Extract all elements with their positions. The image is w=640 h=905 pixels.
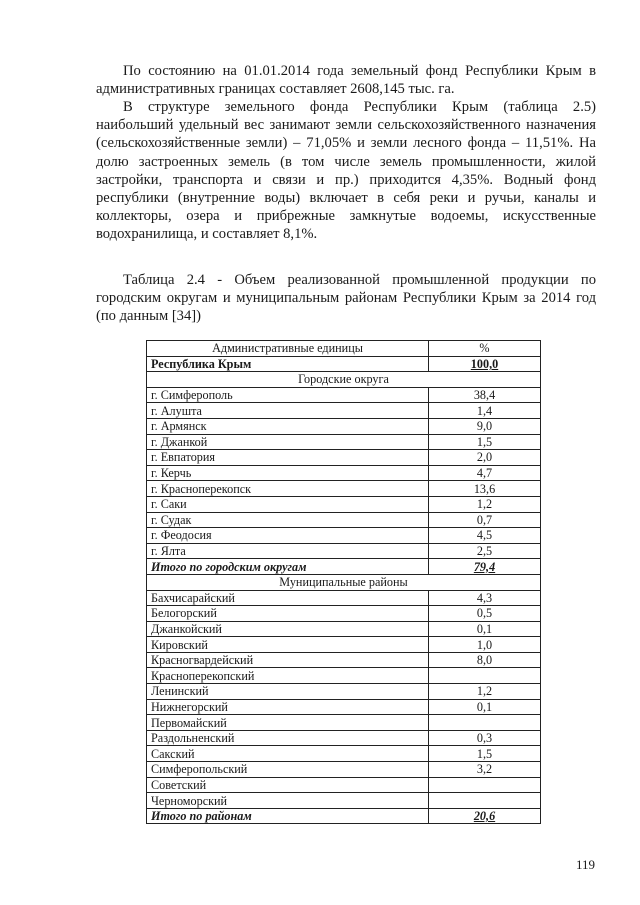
city-total-value: 79,4 [429, 559, 541, 575]
paragraph-land-fund: По состоянию на 01.01.2014 года земельный фонд Республики Крым в административных границах составляет 2608,145 тыс. га. [96, 63, 596, 98]
row-value: 8,0 [429, 652, 541, 668]
table-row [147, 637, 541, 653]
table-row [147, 684, 541, 700]
row-name: г. Евпатория [147, 450, 429, 466]
row-name: Белогорский [147, 606, 429, 622]
table-caption: Таблица 2.4 - Объем реализованной промышленной продукции по городским округам и муниципальным районам Республики Крым за 2014 год (по данным [34]) [96, 272, 596, 325]
row-value: 13,6 [429, 481, 541, 497]
row-value: 1,2 [429, 684, 541, 700]
table-row [147, 496, 541, 512]
republic-name: Республика Крым [147, 356, 429, 372]
table-row [147, 590, 541, 606]
row-value: 4,7 [429, 465, 541, 481]
row-name: г. Саки [147, 496, 429, 512]
header-percent: % [429, 341, 541, 357]
row-name: Джанкойский [147, 621, 429, 637]
row-name: г. Ялта [147, 543, 429, 559]
row-value: 1,5 [429, 746, 541, 762]
row-value: 0,7 [429, 512, 541, 528]
row-name: Черноморский [147, 793, 429, 809]
city-rows [147, 387, 541, 559]
row-value [429, 668, 541, 684]
row-value: 1,5 [429, 434, 541, 450]
row-name: г. Алушта [147, 403, 429, 419]
row-value [429, 777, 541, 793]
row-name: г. Джанкой [147, 434, 429, 450]
row-value: 9,0 [429, 418, 541, 434]
row-value: 2,5 [429, 543, 541, 559]
republic-value: 100,0 [429, 356, 541, 372]
table-row [147, 606, 541, 622]
row-name: Сакский [147, 746, 429, 762]
district-rows [147, 590, 541, 808]
row-value: 2,0 [429, 450, 541, 466]
table-row [147, 403, 541, 419]
page-number: 119 [576, 857, 596, 872]
row-value: 4,5 [429, 528, 541, 544]
table-row [147, 387, 541, 403]
row-value: 38,4 [429, 387, 541, 403]
table-row [147, 715, 541, 731]
row-name: г. Керчь [147, 465, 429, 481]
table-row [147, 621, 541, 637]
row-value: 0,1 [429, 621, 541, 637]
table-row [147, 450, 541, 466]
row-value: 1,4 [429, 403, 541, 419]
row-value: 1,0 [429, 637, 541, 653]
row-value: 1,2 [429, 496, 541, 512]
district-total-row [147, 808, 541, 824]
table-row [147, 699, 541, 715]
row-name: г. Симферополь [147, 387, 429, 403]
industrial-output-table [146, 340, 541, 824]
table-row [147, 668, 541, 684]
row-name: г. Красноперекопск [147, 481, 429, 497]
row-name: Симферопольский [147, 762, 429, 778]
row-name: Красноперекопский [147, 668, 429, 684]
row-name: Красногвардейский [147, 652, 429, 668]
table-row [147, 793, 541, 809]
row-name: Кировский [147, 637, 429, 653]
header-units: Административные единицы [147, 341, 429, 357]
row-name: г. Судак [147, 512, 429, 528]
table-row [147, 543, 541, 559]
row-name: Ленинский [147, 684, 429, 700]
paragraph-land-structure: В структуре земельного фонда Республики Крым (таблица 2.5) наибольший удельный вес занимают земли сельскохозяйственного назначения (сельскохозяйственные земли) – 71,05% и земли лесного фонда – 11,51%. На долю застроенных земель (в том числе земель промышленности, жилой застройки, транспорта и связи и пр.) приходится 4,35%. Водный фонд республики (внутренние воды) включает в себя реки и ручьи, каналы и коллекторы, озера и прибрежные замкнутые водоемы, искусственные водохранилища, и составляет 8,1%. [96, 99, 596, 243]
table-row [147, 762, 541, 778]
table-row [147, 652, 541, 668]
row-value: 0,5 [429, 606, 541, 622]
table-row [147, 418, 541, 434]
row-name: г. Феодосия [147, 528, 429, 544]
city-total-row [147, 559, 541, 575]
row-value: 0,1 [429, 699, 541, 715]
republic-row [147, 356, 541, 372]
district-total-value: 20,6 [429, 808, 541, 824]
table-row [147, 512, 541, 528]
row-value [429, 793, 541, 809]
table-row [147, 481, 541, 497]
table-header-row [147, 341, 541, 357]
row-value: 3,2 [429, 762, 541, 778]
district-total-name: Итого по районам [147, 808, 429, 824]
row-name: г. Армянск [147, 418, 429, 434]
row-value: 0,3 [429, 730, 541, 746]
table-row [147, 746, 541, 762]
city-total-name: Итого по городским округам [147, 559, 429, 575]
row-name: Нижнегорский [147, 699, 429, 715]
row-name: Бахчисарайский [147, 590, 429, 606]
city-section-row [147, 372, 541, 388]
table-row [147, 730, 541, 746]
table-row [147, 465, 541, 481]
district-section-title: Муниципальные районы [147, 574, 541, 590]
table-row [147, 434, 541, 450]
row-value: 4,3 [429, 590, 541, 606]
table-row [147, 528, 541, 544]
city-section-title: Городские округа [147, 372, 541, 388]
row-value [429, 715, 541, 731]
table-row [147, 777, 541, 793]
row-name: Советский [147, 777, 429, 793]
row-name: Первомайский [147, 715, 429, 731]
district-section-row [147, 574, 541, 590]
row-name: Раздольненский [147, 730, 429, 746]
